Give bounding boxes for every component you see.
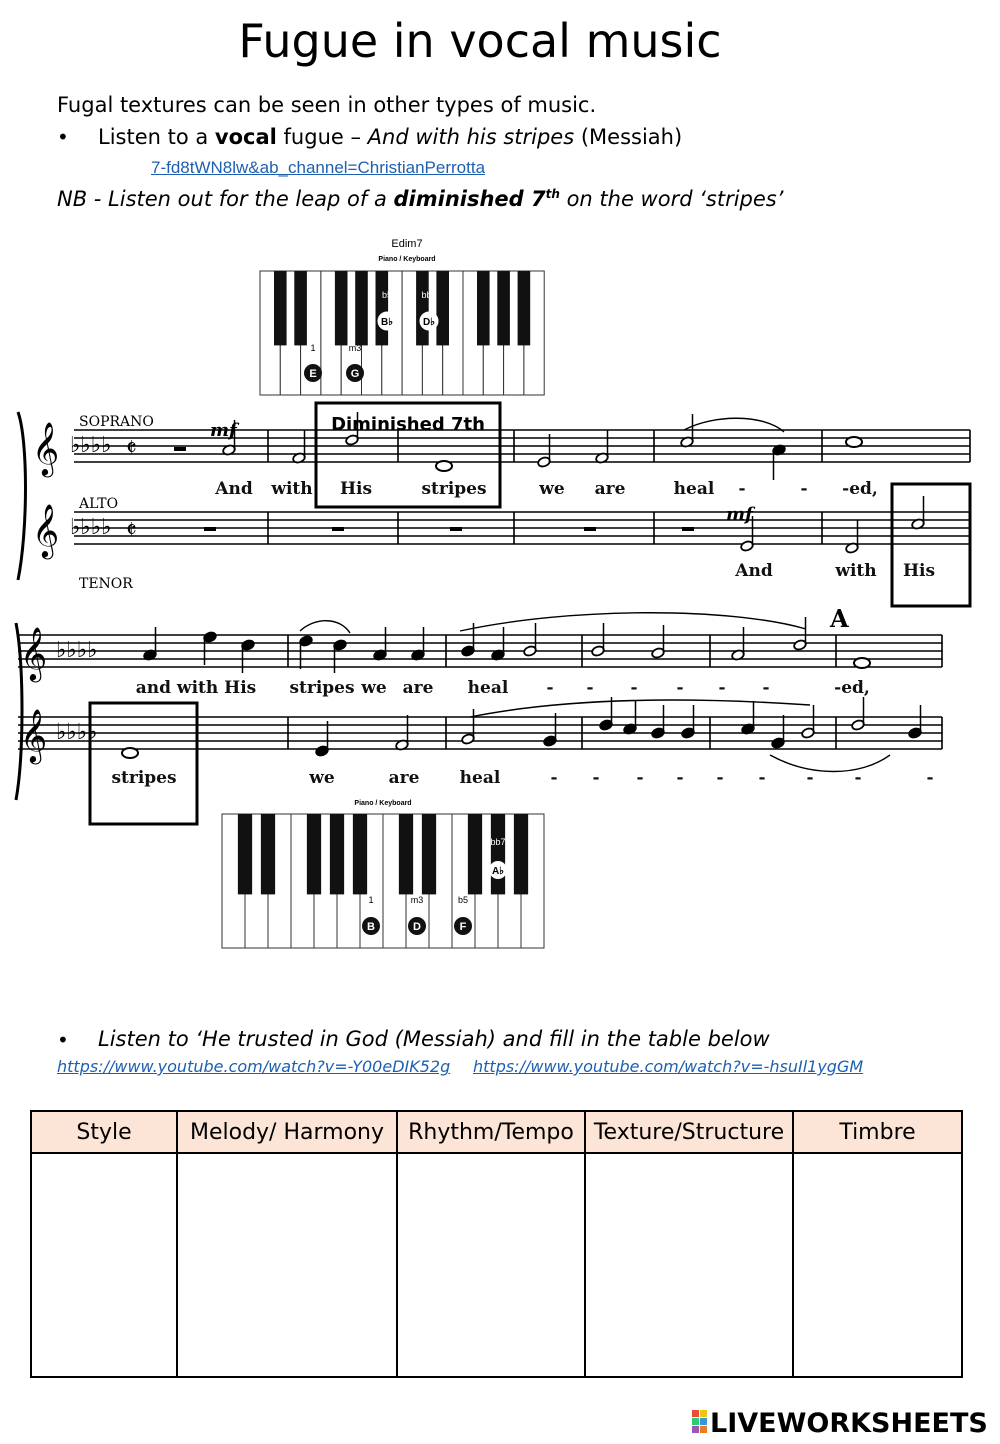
rest: [682, 527, 694, 531]
bullet-marker: •: [57, 125, 69, 149]
lyric: -: [636, 768, 644, 788]
keyboard-caption: Piano / Keyboard: [354, 800, 412, 807]
slur: [460, 613, 806, 631]
lyric: -: [586, 678, 594, 698]
rest: [450, 527, 462, 531]
interval-label: bb7: [421, 290, 437, 300]
keyboard-edim7: [255, 234, 560, 398]
youtube-link-2[interactable]: https://www.youtube.com/watch?v=-hsuIl1ygGM: [473, 1057, 864, 1076]
note-name: B♭: [381, 317, 393, 328]
interval-label: b5: [457, 895, 469, 905]
staff-soprano: [74, 430, 970, 462]
lyric: -: [676, 678, 684, 698]
answer-cell-texture-structure[interactable]: [585, 1153, 793, 1377]
black-key: [518, 271, 531, 345]
lyric: -: [762, 678, 770, 698]
lyric: -: [738, 479, 746, 499]
lyric: -: [630, 678, 638, 698]
nb-text-post: on the word ‘stripes’: [559, 187, 784, 211]
treble-clef-icon: 𝄞: [32, 421, 60, 475]
lyric: His: [902, 561, 936, 581]
rest: [174, 447, 186, 451]
lyric: stripes: [421, 479, 487, 499]
interval-label: m3: [348, 343, 362, 353]
rehearsal-mark: A: [830, 605, 849, 633]
lyric: -: [718, 678, 726, 698]
answer-cell-melody-harmony[interactable]: [177, 1153, 397, 1377]
lyric: -: [806, 768, 814, 788]
key-signature-icon: ♭♭♭♭: [56, 720, 98, 745]
his-highlight-box: [892, 484, 970, 606]
score-system-1: [14, 400, 978, 610]
header-timbre: Timbre: [793, 1111, 962, 1153]
listening-table: [30, 1110, 963, 1378]
youtube-link-1[interactable]: https://www.youtube.com/watch?v=-Y00eDIK52g: [57, 1057, 451, 1076]
lyric: And: [215, 479, 253, 499]
lyric: And: [735, 561, 773, 581]
lyric: stripes: [289, 678, 355, 698]
black-key: [376, 271, 389, 345]
key-signature-icon: ♭♭♭♭: [70, 515, 112, 540]
table-row: [31, 1153, 962, 1377]
tenor-label: TENOR: [79, 576, 133, 592]
lyric: and with His: [135, 678, 257, 698]
black-key: [353, 814, 367, 894]
nb-text-sup: th: [545, 187, 560, 201]
black-key: [261, 814, 275, 894]
page-title: Fugue in vocal music: [238, 14, 722, 68]
lyric: -: [546, 678, 554, 698]
keyboard-keys: [260, 271, 544, 395]
key-signature-icon: ♭♭♭♭: [56, 638, 98, 663]
header-melody-harmony: Melody/ Harmony: [177, 1111, 397, 1153]
black-key: [274, 271, 287, 345]
note-name: D♭: [423, 317, 435, 328]
keyboard-caption: Piano / Keyboard: [378, 256, 436, 263]
nb-note: [57, 187, 783, 211]
bullet-text-mid: fugue –: [276, 125, 368, 149]
lyric: -: [676, 768, 684, 788]
note-name: D: [413, 921, 421, 933]
black-key: [468, 814, 482, 894]
black-key: [307, 814, 321, 894]
alto-label: ALTO: [79, 496, 119, 512]
rest: [204, 527, 216, 531]
lyric: are: [594, 479, 626, 499]
lyric: -: [758, 768, 766, 788]
black-key: [491, 814, 505, 894]
keyboard-keys: [222, 814, 544, 948]
black-key: [436, 271, 449, 345]
lyric: with: [271, 479, 313, 499]
lyric: -: [854, 768, 862, 788]
note-head: [846, 437, 862, 447]
bullet-vocal-fugue: [98, 125, 682, 149]
black-key: [399, 814, 413, 894]
diminished-7th-label: Diminished 7th: [331, 414, 485, 435]
watermark-text: LIVEWORKSHEETS: [710, 1408, 988, 1438]
answer-cell-rhythm-tempo[interactable]: [397, 1153, 585, 1377]
slur: [770, 755, 890, 772]
interval-label: 1: [310, 343, 316, 353]
black-key: [514, 814, 528, 894]
header-style: Style: [31, 1111, 177, 1153]
lyrics: [214, 479, 935, 581]
lyric: -: [800, 479, 808, 499]
lyric: heal: [673, 479, 715, 499]
nb-text-bold: diminished 7: [393, 187, 546, 211]
black-key: [330, 814, 344, 894]
treble-clef-icon: 𝄞: [32, 503, 60, 557]
lyric: His: [339, 479, 373, 499]
lyric: -: [592, 768, 600, 788]
lyric: stripes: [111, 768, 177, 788]
lyric: we: [539, 479, 565, 499]
black-key: [477, 271, 490, 345]
interval-label: m3: [410, 895, 424, 905]
nb-text-pre: NB - Listen out for the leap of a: [57, 187, 394, 211]
interval-label: 1: [368, 895, 374, 905]
lyric: -ed,: [834, 678, 870, 698]
black-key: [355, 271, 368, 345]
treble-clef-icon: 𝄞: [20, 626, 48, 680]
answer-cell-timbre[interactable]: [793, 1153, 962, 1377]
time-signature-icon: 𝄵: [126, 516, 137, 544]
keyboard-bdim7: [218, 794, 548, 952]
lyric: -ed,: [842, 479, 878, 499]
lyric: -: [550, 768, 558, 788]
note-name: A♭: [492, 866, 504, 877]
bullet-text-italic: And with his stripes: [367, 125, 575, 149]
note-name: F: [459, 921, 467, 933]
interval-label: b5: [381, 290, 393, 300]
header-rhythm-tempo: Rhythm/Tempo: [397, 1111, 585, 1153]
black-key: [416, 271, 429, 345]
black-key: [294, 271, 307, 345]
bullet-he-trusted: Listen to ‘He trusted in God (Messiah) and fill in the table below: [98, 1027, 770, 1051]
lyric: are: [388, 768, 420, 788]
intro-text: Fugal textures can be seen in other types of music.: [57, 93, 597, 117]
note-name: B: [367, 921, 375, 933]
black-key: [422, 814, 436, 894]
lyric: heal: [459, 768, 501, 788]
slur: [300, 621, 350, 633]
key-signature-icon: ♭♭♭♭: [70, 433, 112, 458]
bullet-text-pre: Listen to a: [98, 125, 215, 149]
black-key: [238, 814, 252, 894]
note-head: [854, 658, 870, 668]
system-brace: [18, 412, 26, 580]
answer-cell-style[interactable]: [31, 1153, 177, 1377]
lyric: -: [716, 768, 724, 788]
chord-name: Edim7: [391, 238, 423, 250]
liveworksheets-logo: [690, 1402, 990, 1438]
lyric: with: [835, 561, 877, 581]
rest: [584, 527, 596, 531]
bullet-text-post: (Messiah): [574, 125, 683, 149]
rest: [332, 527, 344, 531]
dynamic-mark: mf: [726, 504, 753, 525]
youtube-link-partial[interactable]: 7-fd8tWN8lw&ab_channel=ChristianPerrotta: [151, 158, 486, 177]
black-key: [335, 271, 348, 345]
soprano-label: SOPRANO: [79, 414, 154, 430]
lyric: we: [309, 768, 335, 788]
dynamic-mark: mf: [210, 420, 237, 441]
interval-label: bb7: [490, 837, 506, 847]
bullet-marker: •: [57, 1028, 69, 1052]
treble-clef-icon: 𝄞: [20, 708, 48, 762]
time-signature-icon: 𝄵: [126, 434, 137, 462]
stripes-highlight-box: [90, 703, 197, 824]
staff-soprano: [18, 635, 942, 667]
note-name: G: [350, 368, 360, 380]
note-head: [122, 748, 138, 758]
bullet-text-bold: vocal: [214, 125, 277, 149]
slur: [470, 700, 810, 717]
note-name: E: [309, 368, 317, 380]
table-header-row: [31, 1111, 962, 1153]
note-head: [436, 461, 452, 471]
lyric: we: [361, 678, 387, 698]
lyric: are: [402, 678, 434, 698]
black-key: [497, 271, 510, 345]
header-texture-structure: Texture/Structure: [585, 1111, 793, 1153]
lyric: heal: [467, 678, 509, 698]
lyric: -: [926, 768, 934, 788]
